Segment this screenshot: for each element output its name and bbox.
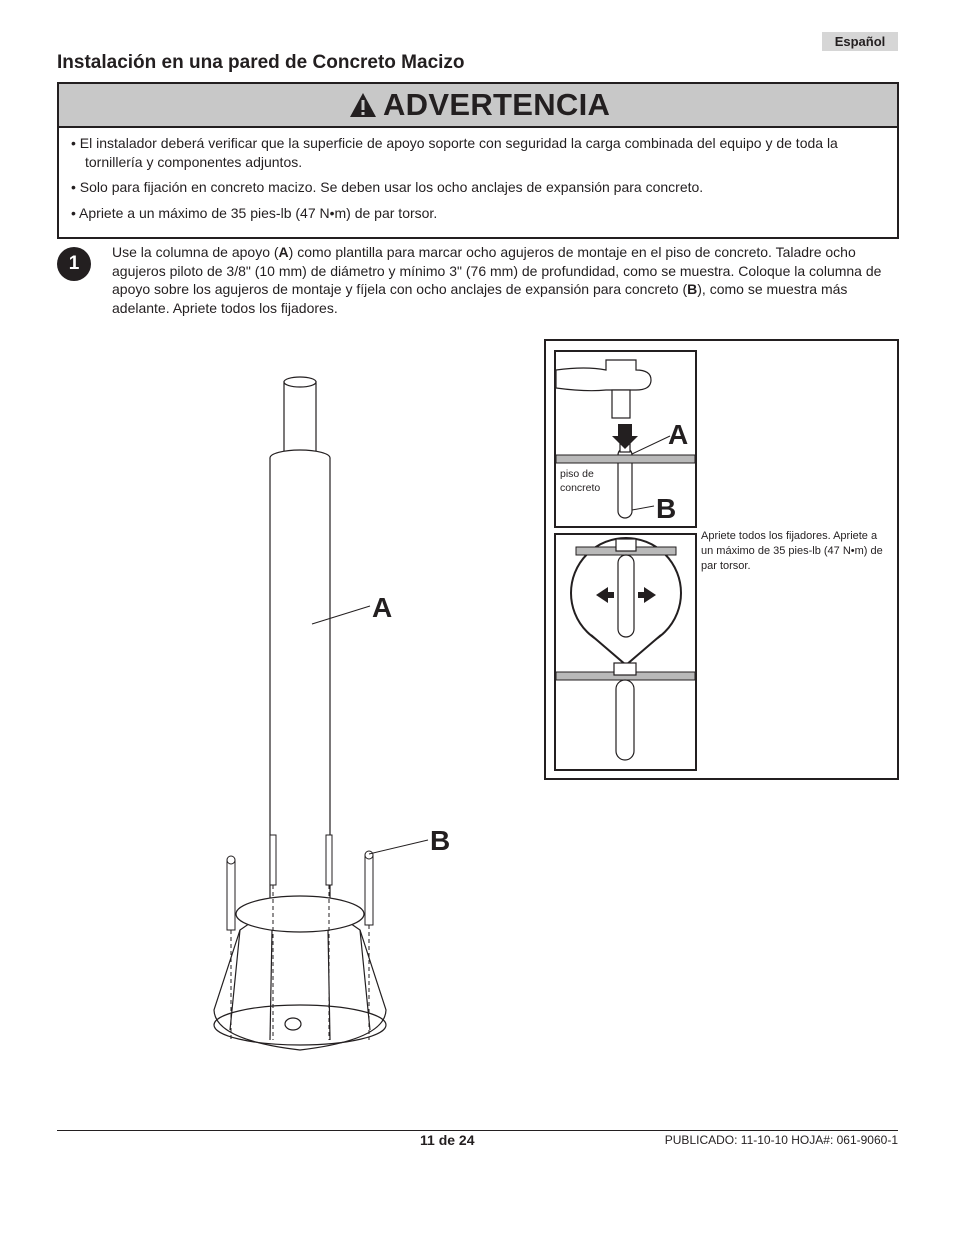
anchor-expansion-illustration <box>556 535 695 769</box>
detail-panel-install <box>554 350 697 528</box>
footer-divider <box>57 1130 898 1131</box>
detail-panel-tighten <box>554 533 697 771</box>
label-a: A <box>372 592 393 623</box>
warning-list <box>59 128 897 222</box>
warning-triangle-icon <box>349 92 377 118</box>
warning-header <box>59 84 897 128</box>
anchor-install-illustration <box>556 352 695 526</box>
page-number: 11 de 24 <box>420 1132 475 1148</box>
step-number: 1 <box>57 247 91 281</box>
detail-label-b: B <box>656 493 677 524</box>
warning-box <box>57 82 899 239</box>
concrete-floor-label: piso de concreto <box>560 468 601 494</box>
detail-note: Apriete todos los fijadores. Apriete a un máximo de 35 pies-lb (47 N•m) de par torsor. <box>701 530 883 572</box>
detail-box <box>544 339 899 780</box>
detail-label-a: A <box>668 419 689 450</box>
language-tab: Español <box>822 32 898 51</box>
label-b: B <box>430 825 451 856</box>
published-info: PUBLICADO: 11-10-10 HOJA#: 061-9060-1 <box>664 1133 898 1147</box>
warning-title: ADVERTENCIA <box>383 87 611 122</box>
warning-item: • El instalador deberá verificar que la superficie de apoyo soporte con seguridad la carga combinada del equipo y de toda la tornillería y componentes adjuntos. <box>71 134 897 171</box>
warning-item: • Solo para fijación en concreto macizo. Se deben usar los ocho anclajes de expansión para concreto. <box>71 178 897 197</box>
section-title: Instalación en una pared de Concreto Macizo <box>57 52 465 73</box>
support-column-illustration <box>200 370 480 1060</box>
warning-item: • Apriete a un máximo de 35 pies-lb (47 N•m) de par torsor. <box>71 204 897 223</box>
step-instructions: Use la columna de apoyo (A) como plantilla para marcar ocho agujeros de montaje en el piso de concreto. Taladre ocho agujeros piloto de 3/8" (10 mm) de diámetro y mínimo 3" (76 mm) de profundidad, como se muestra. Coloque la columna de apoyo sobre los agujeros de montaje y fíjela con ocho anclajes de expansión para concreto (B), como se muestra más adelante. Apriete todos los fijadores. <box>112 244 882 316</box>
